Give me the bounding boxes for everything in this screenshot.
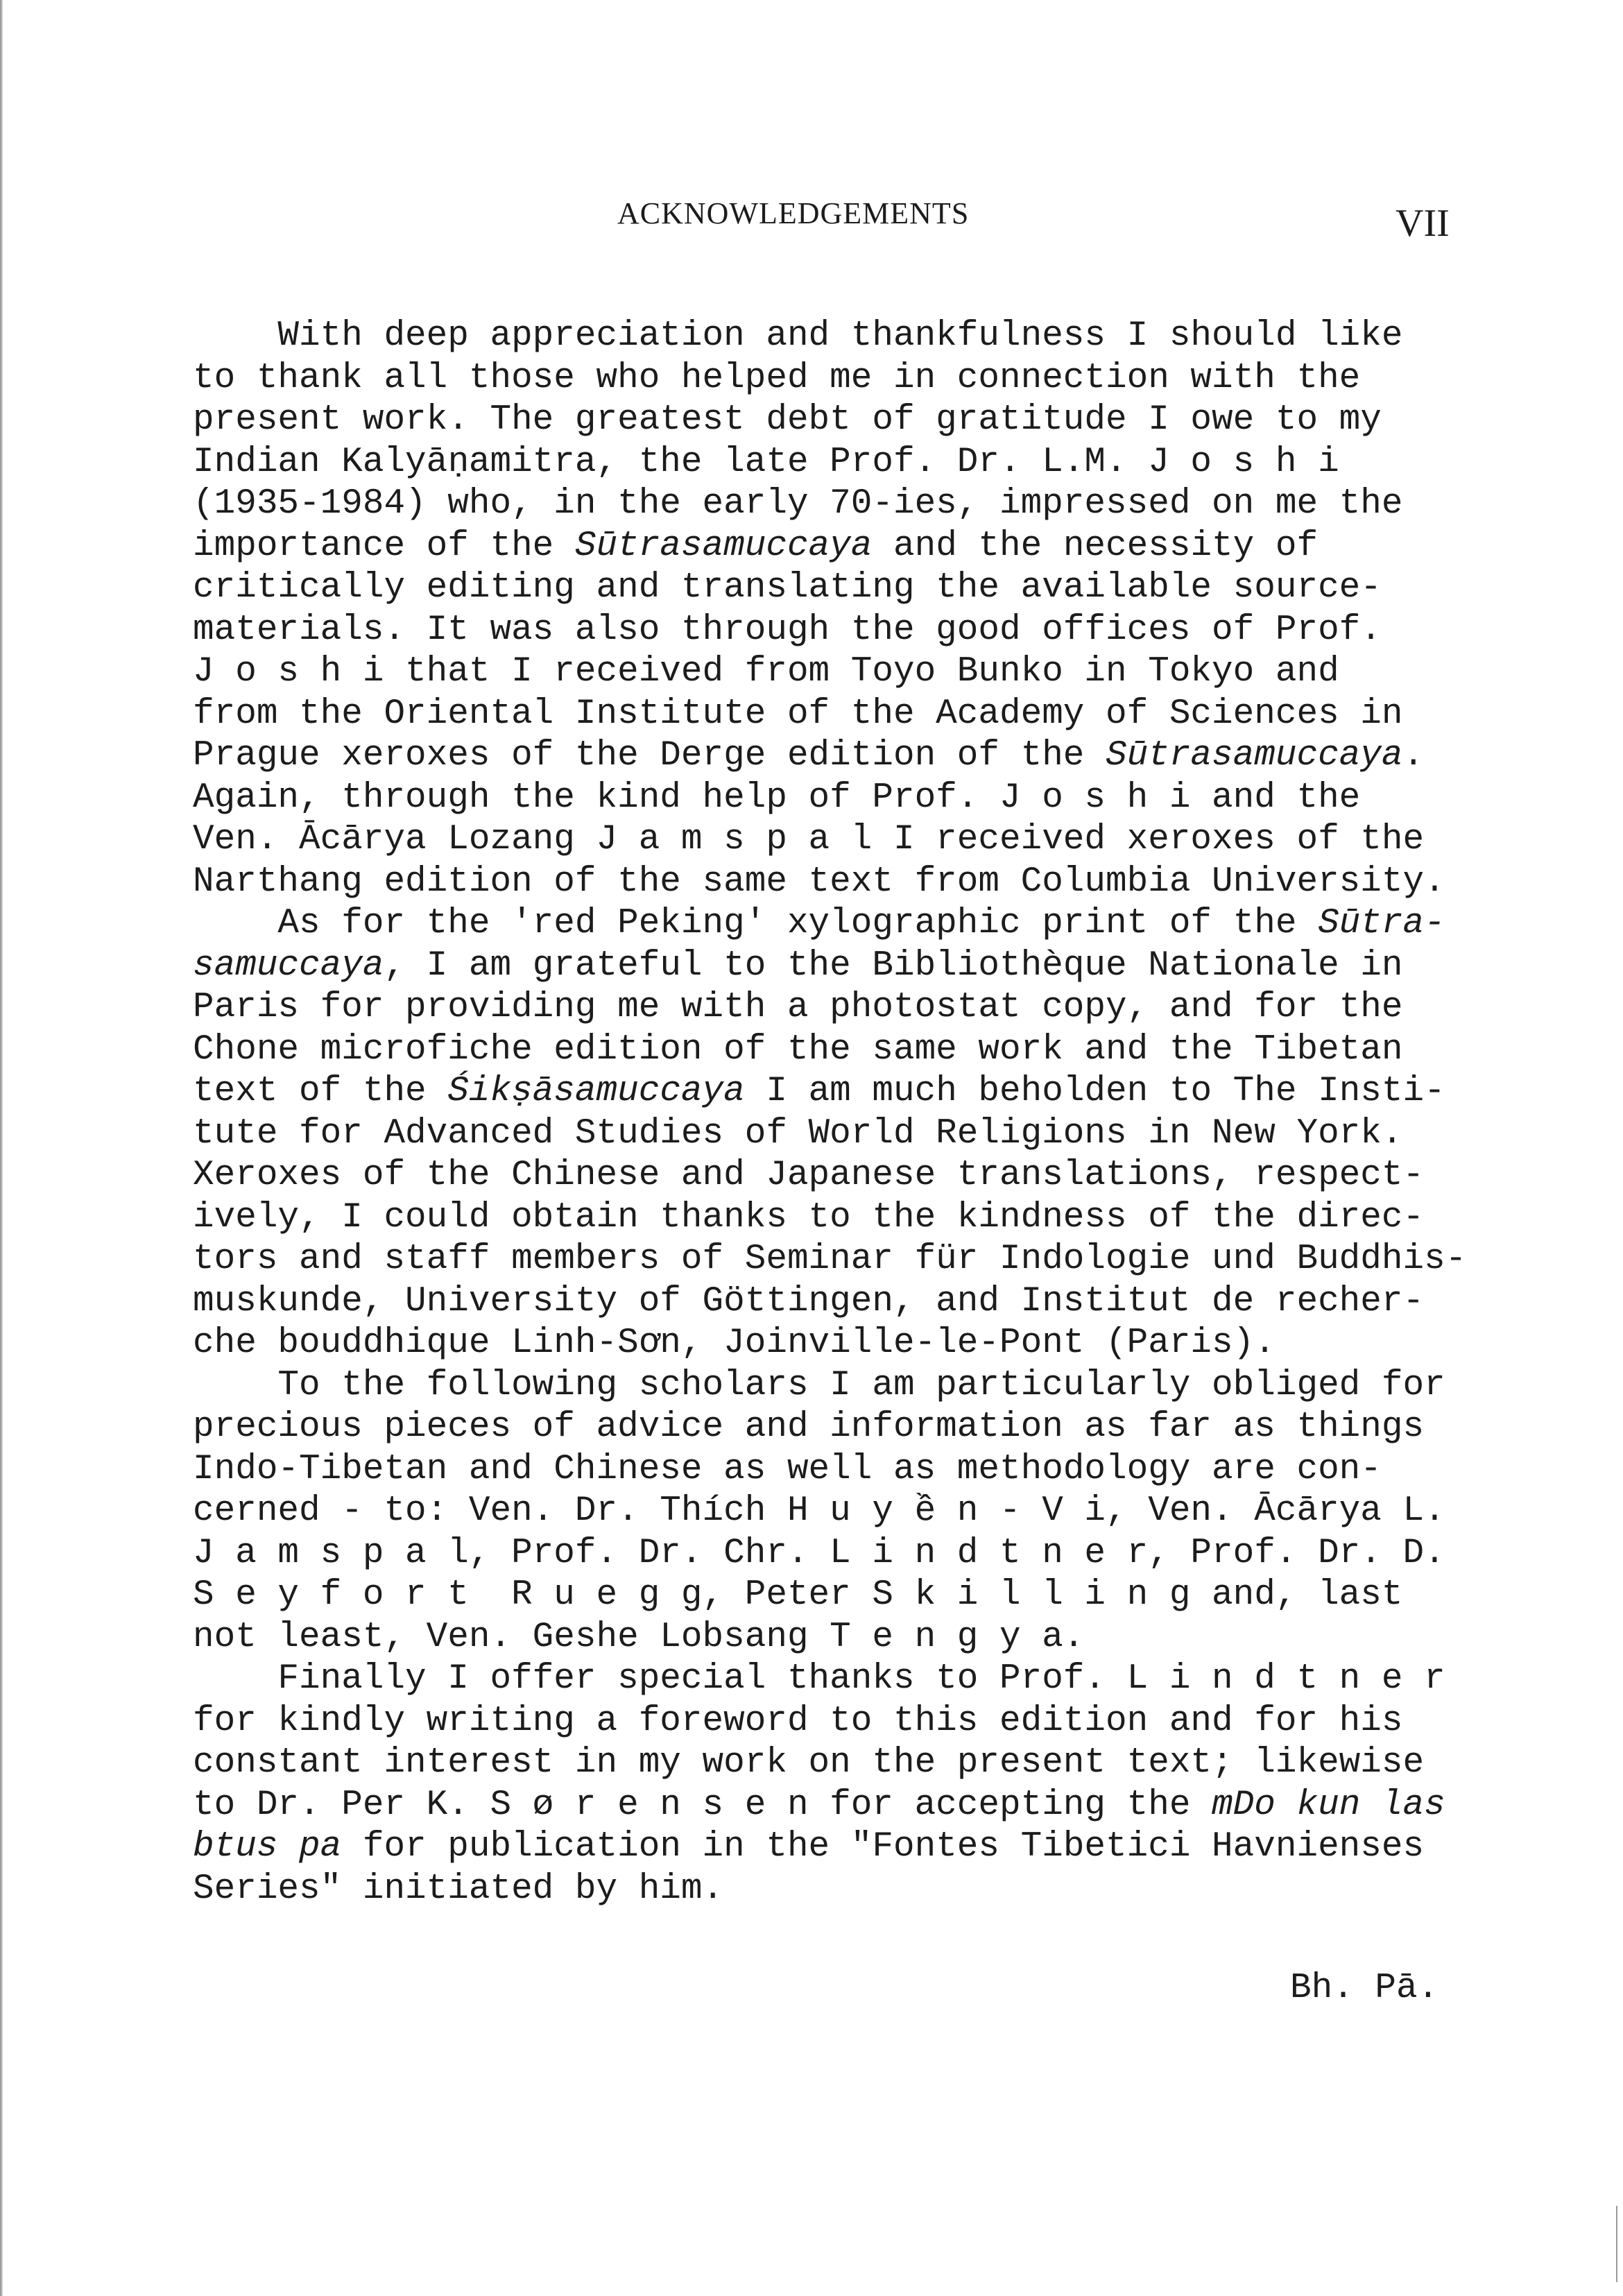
text-line xyxy=(193,1113,1497,1156)
text-run: importance of the xyxy=(193,526,575,566)
signature: Bh. Pā. xyxy=(1290,1969,1439,2008)
text-line xyxy=(193,1449,1497,1491)
text-run: tute for Advanced Studies of World Religions in New York. xyxy=(193,1113,1403,1154)
text-run: cerned - to: Ven. Dr. Thích H u y ề n - V i, Ven. Ācārya L. xyxy=(193,1491,1445,1531)
italic-title: Sūtrasamuccaya xyxy=(1106,736,1403,776)
text-run: to Dr. Per K. S ø r e n s e n for accepting the xyxy=(193,1785,1212,1825)
text-line xyxy=(193,1239,1497,1281)
text-line xyxy=(193,1197,1497,1240)
text-run: not least, Ven. Geshe Lobsang T e n g y a. xyxy=(193,1617,1085,1657)
text-line xyxy=(193,358,1497,400)
text-line xyxy=(193,1701,1497,1743)
text-line xyxy=(193,651,1497,694)
text-line xyxy=(193,400,1497,442)
text-run: Indo-Tibetan and Chinese as well as methodology are con- xyxy=(193,1449,1382,1489)
text-line xyxy=(193,1659,1497,1701)
text-line xyxy=(193,316,1497,358)
text-run: Finally I offer special thanks to Prof. L i n d t n e r xyxy=(193,1659,1445,1699)
text-run: precious pieces of advice and information as far as things xyxy=(193,1407,1425,1447)
text-run: With deep appreciation and thankfulness I should like xyxy=(193,316,1403,356)
italic-title: Sūtra- xyxy=(1318,904,1445,943)
text-line xyxy=(193,1071,1497,1113)
text-line xyxy=(193,1407,1497,1449)
text-line xyxy=(193,567,1497,610)
text-line xyxy=(193,1323,1497,1365)
text-line xyxy=(193,1617,1497,1659)
paragraph xyxy=(193,316,1497,903)
text-line xyxy=(193,526,1497,568)
text-line xyxy=(193,694,1497,736)
text-line xyxy=(193,1785,1497,1827)
text-run: for publication in the "Fontes Tibetici Havnienses xyxy=(341,1827,1425,1867)
text-line xyxy=(193,1155,1497,1197)
text-run: text of the xyxy=(193,1072,448,1111)
text-run: che bouddhique Linh-Sơn, Joinville-le-Pont (Paris). xyxy=(193,1323,1276,1363)
text-run: (1935-1984) who, in the early 70-ies, impressed on me the xyxy=(193,484,1403,524)
text-run: , I am grateful to the Bibliothèque Nationale in xyxy=(384,945,1403,986)
text-run: As for the 'red Peking' xylographic print of the xyxy=(193,904,1319,943)
paragraph xyxy=(193,1365,1497,1659)
text-line xyxy=(193,1491,1497,1533)
text-line xyxy=(193,862,1497,904)
text-run: critically editing and translating the available source- xyxy=(193,568,1382,608)
text-run: and the necessity of xyxy=(872,526,1319,566)
text-line xyxy=(193,735,1497,778)
text-run: Series" initiated by him. xyxy=(193,1869,724,1909)
text-line xyxy=(193,610,1497,652)
text-run: Paris for providing me with a photostat copy, and for the xyxy=(193,988,1403,1027)
text-run: S e y f o r t R u e g g, Peter S k i l l i n g and, last xyxy=(193,1575,1403,1615)
text-run: materials. It was also through the good offices of Prof. xyxy=(193,610,1382,650)
text-run: constant interest in my work on the present text; likewise xyxy=(193,1743,1425,1783)
text-run: Prague xeroxes of the Derge edition of the xyxy=(193,736,1106,776)
text-line xyxy=(193,442,1497,484)
text-run: To the following scholars I am particularly obliged for xyxy=(193,1365,1445,1405)
text-run: tors and staff members of Seminar für Indologie und Buddhis- xyxy=(193,1240,1467,1279)
text-run: . xyxy=(1402,736,1425,776)
scan-left-edge xyxy=(0,0,3,2296)
text-run: from the Oriental Institute of the Academy of Sciences in xyxy=(193,694,1403,734)
italic-title: Śikṣāsamuccaya xyxy=(447,1072,745,1111)
text-line xyxy=(193,903,1497,945)
text-run: Chone microfiche edition of the same work and the Tibetan xyxy=(193,1029,1403,1070)
text-run: J a m s p a l, Prof. Dr. Chr. L i n d t n e r, Prof. Dr. D. xyxy=(193,1533,1445,1573)
text-run: muskunde, University of Göttingen, and Institut de recher- xyxy=(193,1281,1425,1321)
acknowledgements-body xyxy=(193,316,1497,1910)
text-run: Narthang edition of the same text from Columbia University. xyxy=(193,862,1445,902)
page-number: VII xyxy=(1396,202,1450,245)
paragraph xyxy=(193,1659,1497,1910)
paragraph xyxy=(193,903,1497,1365)
text-run: ively, I could obtain thanks to the kindness of the direc- xyxy=(193,1197,1425,1237)
text-run: Xeroxes of the Chinese and Japanese translations, respect- xyxy=(193,1156,1425,1195)
text-line xyxy=(193,1869,1497,1911)
text-line xyxy=(193,778,1497,820)
text-run: Indian Kalyāṇamitra, the late Prof. Dr. L.M. J o s h i xyxy=(193,442,1339,482)
page-title: ACKNOWLEDGEMENTS xyxy=(617,196,970,230)
text-line xyxy=(193,987,1497,1029)
text-run: J o s h i that I received from Toyo Bunko in Tokyo and xyxy=(193,652,1339,692)
text-line xyxy=(193,1281,1497,1323)
text-run: present work. The greatest debt of gratitude I owe to my xyxy=(193,400,1382,440)
text-line xyxy=(193,1826,1497,1869)
text-line xyxy=(193,1365,1497,1407)
text-run: Ven. Ācārya Lozang J a m s p a l I received xeroxes of the xyxy=(193,820,1425,859)
text-line xyxy=(193,819,1497,862)
text-line xyxy=(193,483,1497,526)
italic-title: mDo kun las xyxy=(1212,1785,1445,1825)
text-run: Again, through the kind help of Prof. J o s h i and the xyxy=(193,778,1361,818)
text-line xyxy=(193,1029,1497,1072)
text-line xyxy=(193,1533,1497,1575)
text-line xyxy=(193,1742,1497,1785)
italic-title: Sūtrasamuccaya xyxy=(574,526,873,566)
scan-right-mark xyxy=(1616,2206,1617,2282)
text-run: I am much beholden to The Insti- xyxy=(744,1072,1445,1111)
italic-title: samuccaya xyxy=(193,945,384,986)
text-line xyxy=(193,1575,1497,1617)
text-line xyxy=(193,945,1497,988)
text-run: to thank all those who helped me in connection with the xyxy=(193,358,1361,398)
italic-title: btus pa xyxy=(193,1827,342,1867)
text-run: for kindly writing a foreword to this edition and for his xyxy=(193,1701,1403,1741)
